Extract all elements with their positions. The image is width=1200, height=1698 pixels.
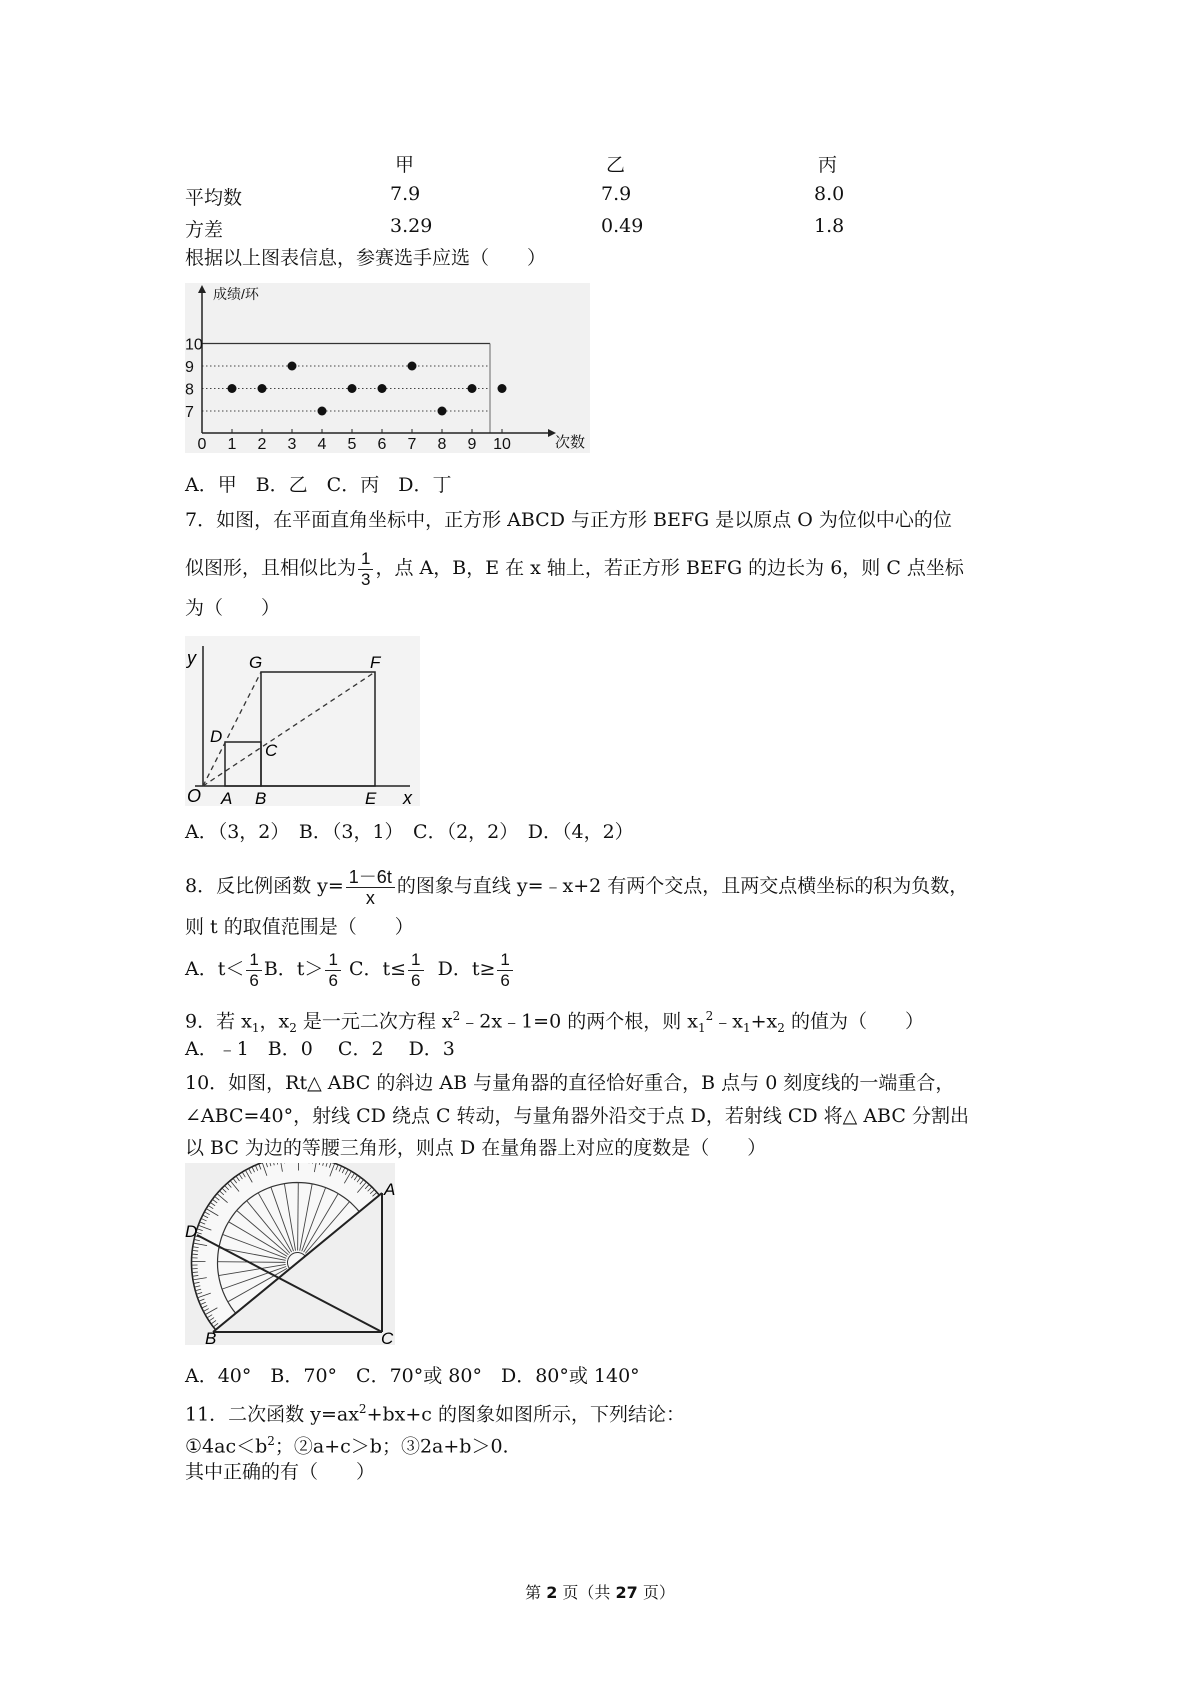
q8-option-fraction <box>246 950 261 991</box>
x-tick-label: 6 <box>377 436 387 453</box>
q8-function-fraction <box>346 867 395 908</box>
y-axis-label: 成绩/环 <box>213 286 259 302</box>
label-a: A <box>384 1180 395 1199</box>
label-a: A <box>221 789 233 806</box>
label-x: x <box>403 788 412 806</box>
data-point <box>228 384 237 393</box>
table-row-label-variance: 方差 <box>185 219 224 241</box>
x-tick-label: 2 <box>257 436 267 453</box>
q8-option-d: D．t≥ <box>437 958 496 980</box>
label-e: E <box>365 789 377 806</box>
table-cell: 3.29 <box>390 215 433 237</box>
label-c: C <box>265 741 278 760</box>
label-c: C <box>381 1329 394 1345</box>
q7-options: A．（3，2） B．（3，1） C．（2，2） D．（4，2） <box>185 821 634 843</box>
q9-text: 是一元二次方程 x <box>296 1010 453 1033</box>
fraction-denominator: 6 <box>500 970 510 990</box>
fraction-denominator: 6 <box>249 970 259 990</box>
q8-option-fraction <box>497 950 512 991</box>
q8-line1-b: 的图象与直线 y=﹣x+2 有两个交点，且两交点横坐标的积为负数， <box>396 875 969 897</box>
subscript: 2 <box>289 1021 297 1036</box>
q7-line3: 为（ ） <box>185 597 281 619</box>
q8-line2: 则 t 的取值范围是（ ） <box>185 916 414 938</box>
fraction-numerator: 1 <box>246 950 261 971</box>
footer-text: 页（共 <box>557 1583 616 1602</box>
subscript: 1 <box>742 1021 751 1036</box>
data-point <box>258 384 267 393</box>
q8-option-c: C．t≤ <box>348 958 407 980</box>
q11-text: ①4ac＜b <box>185 1435 268 1458</box>
superscript: 2 <box>358 1402 367 1416</box>
label-b: B <box>205 1329 217 1345</box>
q8-line1 <box>185 862 968 910</box>
q9-text: 的值为（ ） <box>784 1010 924 1033</box>
footer-text: 第 <box>525 1583 547 1602</box>
label-g: G <box>249 653 263 672</box>
label-o: O <box>187 786 202 806</box>
q10-options: A．40° B．70° C．70°或 80° D．80°或 140° <box>185 1365 640 1387</box>
y-tick-label: 7 <box>185 404 194 421</box>
fraction-denominator: 6 <box>328 970 338 990</box>
data-point <box>348 384 357 393</box>
q8-option-b: B．t＞ <box>263 958 324 980</box>
table-header-bing: 丙 <box>818 154 838 176</box>
q8-line1-a: 8．反比例函数 y= <box>185 875 344 897</box>
q6-options: A．甲 B．乙 C．丙 D．丁 <box>185 474 452 496</box>
q9-text: ﹣x <box>713 1010 743 1033</box>
label-f: F <box>370 653 381 672</box>
x-axis-label: 次数 <box>555 434 586 451</box>
q11-text: ；②a+c＞b；③2a+b＞0. <box>274 1435 509 1458</box>
x-tick-label: 3 <box>287 436 297 453</box>
data-point <box>498 384 507 393</box>
q9-options: A．﹣1 B．0 C．2 D．3 <box>185 1038 455 1060</box>
label-b: B <box>255 789 267 806</box>
y-tick-label: 9 <box>185 359 194 376</box>
q10-line3: 以 BC 为边的等腰三角形，则点 D 在量角器上对应的度数是（ ） <box>185 1137 767 1159</box>
q11-line2 <box>185 1429 509 1458</box>
fraction-numerator: 1－6t <box>346 867 395 888</box>
q6-stem: 根据以上图表信息，参赛选手应选（ ） <box>185 247 547 269</box>
table-header-jia: 甲 <box>395 154 415 176</box>
superscript: 2 <box>452 1009 461 1023</box>
superscript: 2 <box>705 1009 714 1023</box>
fraction-numerator: 1 <box>325 950 340 971</box>
q7-ratio-fraction <box>358 549 373 590</box>
page-total: 27 <box>615 1583 638 1602</box>
q10-line1: 10．如图，Rt△ ABC 的斜边 AB 与量角器的直径恰好重合，B 点与 0 刻度线的一端重合， <box>185 1072 955 1094</box>
table-cell: 0.49 <box>601 215 644 237</box>
data-point <box>408 362 417 371</box>
table-header-yi: 乙 <box>606 154 626 176</box>
y-tick-label: 8 <box>185 381 194 399</box>
fraction-denominator: 3 <box>361 569 371 589</box>
q9-text: 9．若 x <box>185 1010 252 1033</box>
data-point <box>318 407 327 416</box>
page-number: 2 <box>546 1583 558 1602</box>
protractor-tick <box>192 1272 198 1273</box>
q8-option-a: A．t＜ <box>185 958 245 980</box>
data-point <box>438 407 447 416</box>
fraction-numerator: 1 <box>408 950 423 971</box>
table-cell: 7.9 <box>601 183 632 205</box>
q9-text: ﹣2x﹣1=0 的两个根，则 x <box>460 1010 698 1033</box>
x-tick-label: 9 <box>467 436 477 453</box>
score-scatter-chart <box>185 283 590 453</box>
y-tick-label: 10 <box>185 336 203 354</box>
q7-similar-squares-figure <box>185 636 420 806</box>
superscript: 2 <box>267 1434 275 1448</box>
x-tick-label: 0 <box>197 436 207 453</box>
fraction-numerator: 1 <box>497 950 512 971</box>
label-y: y <box>187 648 196 668</box>
q7-line2 <box>185 546 964 590</box>
q8-option-fraction <box>408 950 423 991</box>
x-tick-label: 5 <box>347 436 357 453</box>
x-tick-label: 8 <box>437 436 447 453</box>
q7-line1: 7．如图，在平面直角坐标中，正方形 ABCD 与正方形 BEFG 是以原点 O 为位似中心的位 <box>185 509 952 531</box>
data-point <box>468 384 477 393</box>
data-point <box>288 362 297 371</box>
table-cell: 7.9 <box>390 183 421 205</box>
q8-option-fraction <box>325 950 340 991</box>
label-d: D <box>210 727 223 746</box>
fraction-denominator: 6 <box>411 970 421 990</box>
q9-stem <box>185 1004 924 1040</box>
q7-line2-a: 似图形，且相似比为 <box>185 557 357 579</box>
table-cell: 8.0 <box>814 183 845 205</box>
q9-text: +x <box>750 1010 778 1033</box>
q9-text: ，x <box>259 1010 290 1033</box>
x-tick-label: 7 <box>407 436 417 453</box>
page-footer <box>0 1580 1200 1603</box>
footer-text: 页） <box>637 1583 675 1602</box>
x-tick-label: 4 <box>317 436 327 453</box>
q7-line2-b: ，点 A，B，E 在 x 轴上，若正方形 BEFG 的边长为 6，则 C 点坐标 <box>375 557 964 579</box>
table-row-label-mean: 平均数 <box>185 187 243 209</box>
table-cell: 1.8 <box>814 215 845 237</box>
q8-options <box>185 945 515 993</box>
fraction-denominator: x <box>365 887 375 908</box>
fraction-numerator: 1 <box>358 549 373 570</box>
x-tick-label: 1 <box>227 436 237 453</box>
subscript: 1 <box>251 1021 260 1036</box>
q11-line3: 其中正确的有（ ） <box>185 1461 376 1483</box>
q10-protractor-figure <box>185 1163 395 1345</box>
subscript: 2 <box>777 1021 785 1036</box>
q11-text: +bx+c 的图象如图所示，下列结论： <box>366 1403 685 1426</box>
q11-line1 <box>185 1397 685 1426</box>
subscript: 1 <box>697 1021 706 1036</box>
label-d: D <box>185 1222 198 1241</box>
x-tick-label: 10 <box>493 436 511 453</box>
data-point <box>378 384 387 393</box>
figure-background <box>185 636 420 806</box>
chart-background <box>185 283 590 453</box>
q11-text: 11．二次函数 y=ax <box>185 1403 359 1426</box>
q10-line2: ∠ABC=40°，射线 CD 绕点 C 转动，与量角器外沿交于点 D，若射线 CD 将△ ABC 分割出 <box>185 1105 969 1127</box>
